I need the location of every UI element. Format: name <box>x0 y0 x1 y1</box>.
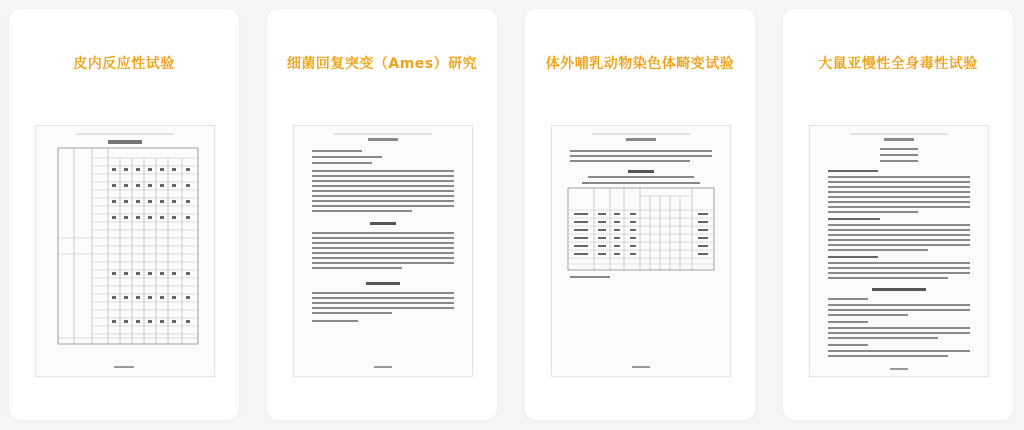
document-page-table-icon <box>552 126 730 376</box>
document-page-text-icon <box>810 126 988 376</box>
document-thumbnail <box>551 125 731 377</box>
card-title: 大鼠亚慢性全身毒性试验 <box>818 56 978 72</box>
card-title: 体外哺乳动物染色体畸变试验 <box>545 56 735 72</box>
card-chromosome-aberration-test[interactable] <box>525 9 755 420</box>
card-ames-test[interactable] <box>267 9 497 420</box>
card-intracutaneous-test[interactable] <box>9 9 239 420</box>
document-thumbnail <box>809 125 989 377</box>
document-page-table-icon <box>36 126 214 376</box>
card-subchronic-toxicity-test[interactable] <box>783 9 1013 420</box>
document-thumbnail <box>293 125 473 377</box>
document-page-text-icon <box>294 126 472 376</box>
document-thumbnail <box>35 125 215 377</box>
card-title: 细菌回复突变（Ames）研究 <box>286 56 478 72</box>
card-title: 皮内反应性试验 <box>73 56 175 72</box>
